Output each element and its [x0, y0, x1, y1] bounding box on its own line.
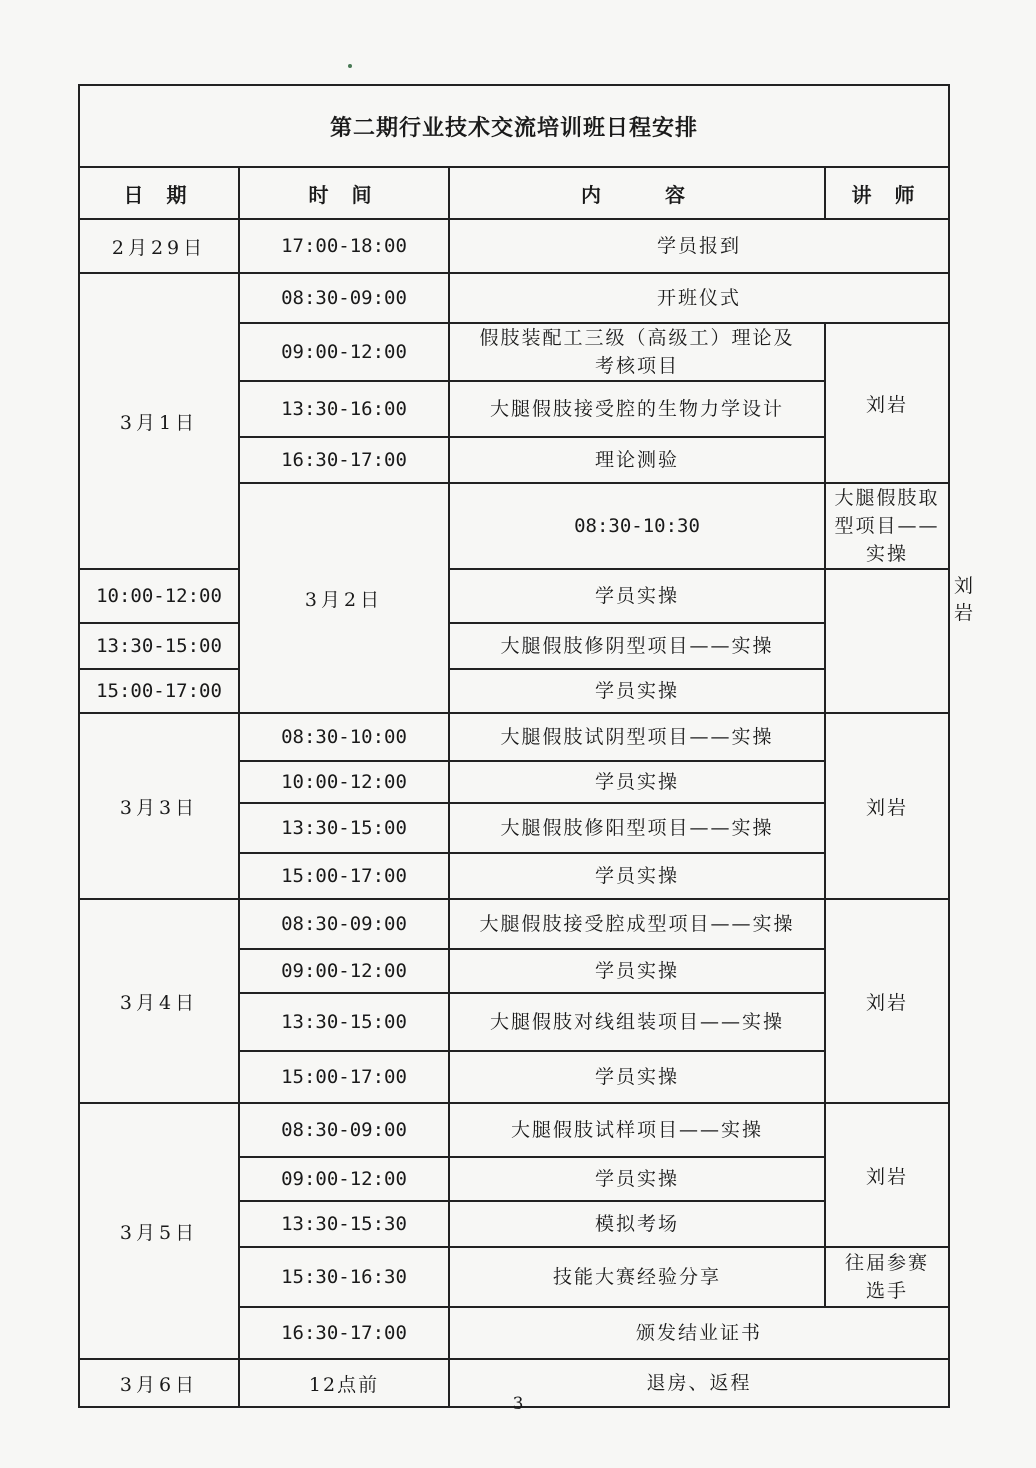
content-cell: 大腿假肢取型项目——实操	[825, 483, 949, 569]
content-cell: 大腿假肢接受腔成型项目——实操	[449, 899, 825, 949]
page-title: 第二期行业技术交流培训班日程安排	[79, 85, 949, 167]
time-cell: 08:30-10:30	[449, 483, 825, 569]
header-row	[79, 167, 949, 219]
table-row	[79, 219, 949, 273]
content-cell: 学员报到	[449, 219, 949, 273]
date-cell: 3月4日	[79, 899, 239, 1103]
time-cell: 08:30-10:00	[239, 713, 449, 761]
time-cell: 16:30-17:00	[239, 1307, 449, 1359]
content-cell: 学员实操	[449, 1157, 825, 1201]
time-cell: 09:00-12:00	[239, 323, 449, 381]
content-cell: 学员实操	[449, 761, 825, 803]
date-cell: 3月3日	[79, 713, 239, 899]
table-row	[79, 623, 949, 669]
content-cell: 学员实操	[449, 949, 825, 993]
table-row	[79, 713, 949, 761]
table-row	[79, 273, 949, 323]
time-cell: 15:30-16:30	[239, 1247, 449, 1307]
content-cell: 大腿假肢试阴型项目——实操	[449, 713, 825, 761]
content-cell: 学员实操	[449, 853, 825, 899]
date-cell: 3月6日	[79, 1359, 239, 1407]
content-cell: 学员实操	[449, 1051, 825, 1103]
teacher-cell: 往届参赛选手	[825, 1247, 949, 1307]
teacher-cell: 刘岩	[825, 899, 949, 1103]
content-cell: 大腿假肢接受腔的生物力学设计	[449, 381, 825, 437]
time-cell: 13:30-15:00	[239, 803, 449, 853]
content-cell: 学员实操	[449, 669, 825, 713]
page-number: 3	[512, 1394, 524, 1414]
date-cell: 3月5日	[79, 1103, 239, 1359]
header-teacher: 讲 师	[825, 167, 949, 219]
header-time: 时 间	[239, 167, 449, 219]
teacher-cell: 刘岩	[825, 713, 949, 899]
table-row	[79, 1103, 949, 1157]
time-cell: 15:00-17:00	[239, 853, 449, 899]
content-cell: 技能大赛经验分享	[449, 1247, 825, 1307]
content-cell: 理论测验	[449, 437, 825, 483]
date-cell: 3月1日	[79, 273, 239, 569]
time-cell: 17:00-18:00	[239, 219, 449, 273]
time-cell: 09:00-12:00	[239, 949, 449, 993]
content-cell: 退房、返程	[449, 1359, 949, 1407]
content-cell: 大腿假肢修阳型项目——实操	[449, 803, 825, 853]
time-cell: 15:00-17:00	[79, 669, 239, 713]
teacher-cell: 刘岩	[825, 1103, 949, 1247]
date-cell: 2月29日	[79, 219, 239, 273]
content-cell: 颁发结业证书	[449, 1307, 949, 1359]
table-row	[79, 899, 949, 949]
table-row	[79, 569, 949, 623]
content-cell: 假肢装配工三级（高级工）理论及考核项目	[449, 323, 825, 381]
time-cell: 16:30-17:00	[239, 437, 449, 483]
table-row: 3月2日 08:30-10:30 大腿假肢取型项目——实操 刘岩	[79, 483, 949, 569]
content-cell: 大腿假肢试样项目——实操	[449, 1103, 825, 1157]
title-row	[79, 85, 949, 167]
scan-speck	[348, 64, 352, 68]
time-cell: 13:30-16:00	[239, 381, 449, 437]
header-content: 内 容	[449, 167, 825, 219]
time-cell: 10:00-12:00	[79, 569, 239, 623]
time-cell: 13:30-15:00	[239, 993, 449, 1051]
time-cell: 08:30-09:00	[239, 273, 449, 323]
time-cell: 10:00-12:00	[239, 761, 449, 803]
time-cell: 13:30-15:00	[79, 623, 239, 669]
time-cell: 15:00-17:00	[239, 1051, 449, 1103]
content-cell: 开班仪式	[449, 273, 949, 323]
date-cell: 3月2日	[239, 483, 449, 713]
time-cell: 09:00-12:00	[239, 1157, 449, 1201]
time-cell: 12点前	[239, 1359, 449, 1407]
time-cell: 08:30-09:00	[239, 1103, 449, 1157]
content-cell: 模拟考场	[449, 1201, 825, 1247]
schedule-table	[78, 84, 976, 1408]
content-cell: 大腿假肢对线组装项目——实操	[449, 993, 825, 1051]
time-cell: 13:30-15:30	[239, 1201, 449, 1247]
content-cell: 学员实操	[449, 569, 825, 623]
content-cell: 大腿假肢修阴型项目——实操	[449, 623, 825, 669]
header-date: 日 期	[79, 167, 239, 219]
teacher-cell: 刘岩	[825, 323, 949, 483]
time-cell: 08:30-09:00	[239, 899, 449, 949]
table-row	[79, 669, 949, 713]
